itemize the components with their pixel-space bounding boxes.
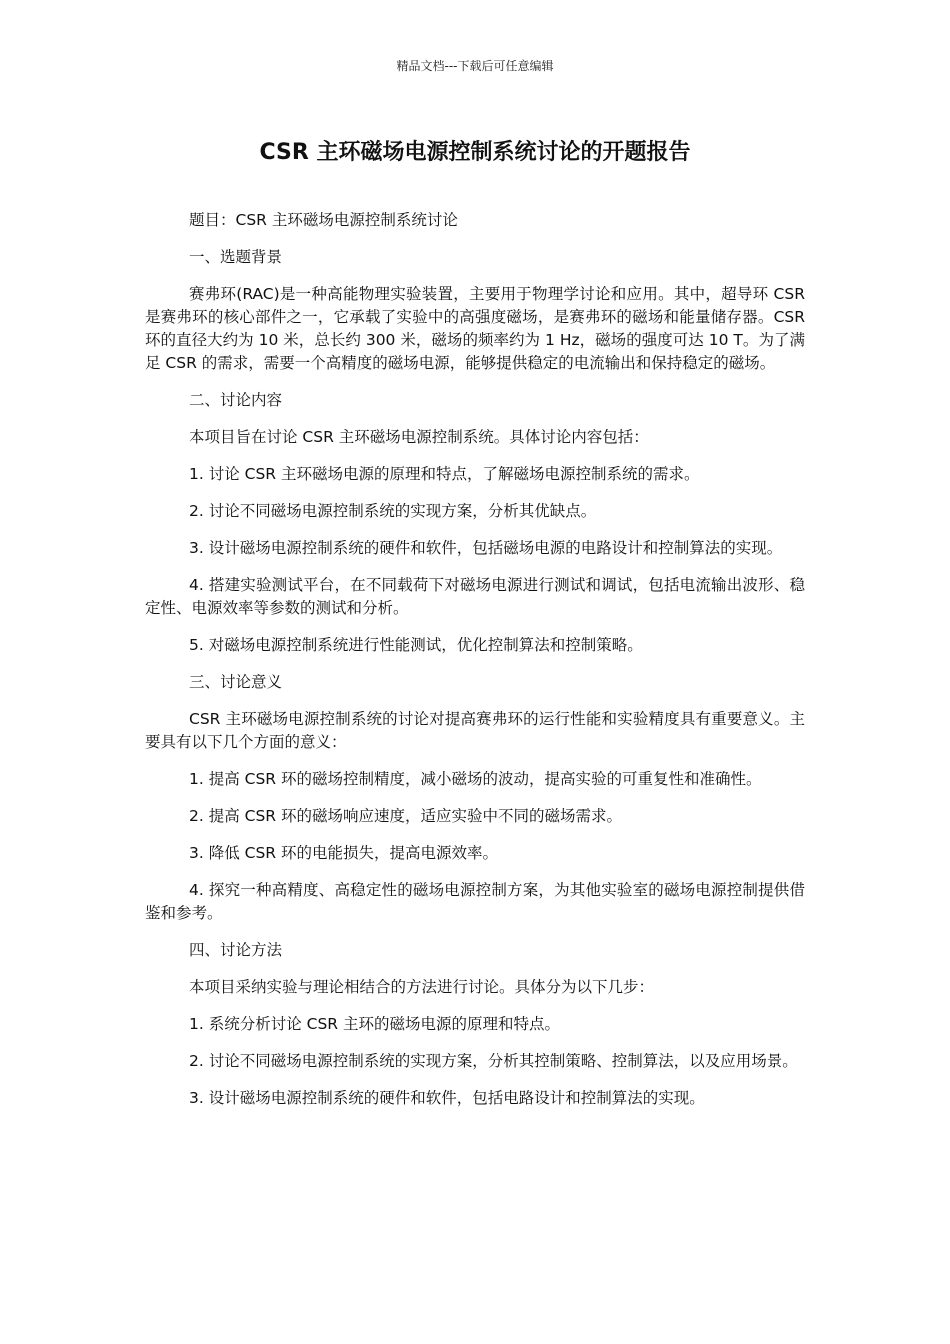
significance-item-4: 4. 探究一种高精度、高稳定性的磁场电源控制方案，为其他实验室的磁场电源控制提供借鉴和参考。 bbox=[145, 881, 805, 922]
method-item-1: 1. 系统分析讨论 CSR 主环的磁场电源的原理和特点。 bbox=[189, 1015, 561, 1033]
section-heading-method: 四、讨论方法 bbox=[189, 941, 283, 959]
content-item-1: 1. 讨论 CSR 主环磁场电源的原理和特点，了解磁场电源控制系统的需求。 bbox=[189, 465, 700, 483]
significance-item-3: 3. 降低 CSR 环的电能损失，提高电源效率。 bbox=[189, 844, 499, 862]
section-heading-significance: 三、讨论意义 bbox=[189, 673, 283, 691]
method-intro: 本项目采纳实验与理论相结合的方法进行讨论。具体分为以下几步： bbox=[189, 978, 655, 996]
method-item-3: 3. 设计磁场电源控制系统的硬件和软件，包括电路设计和控制算法的实现。 bbox=[189, 1089, 705, 1107]
significance-item-1: 1. 提高 CSR 环的磁场控制精度，减小磁场的波动，提高实验的可重复性和准确性。 bbox=[189, 770, 762, 788]
background-paragraph: 赛弗环(RAC)是一种高能物理实验装置，主要用于物理学讨论和应用。其中，超导环 CSR 是赛弗环的核心部件之一，它承载了实验中的高强度磁场，是赛弗环的磁场和能量储存器。CSR 环的直径大约为 10 米，总长约 300 米，磁场的频率约为 1 Hz，磁场的强度可达 10 T。为了满足 CSR 的需求，需要一个高精度的磁场电源，能够提供稳定的电流输出和保持稳定的磁场。 bbox=[145, 285, 805, 372]
header-note: 精品文档---下载后可任意编辑 bbox=[396, 59, 554, 73]
content-item-4: 4. 搭建实验测试平台，在不同载荷下对磁场电源进行测试和调试，包括电流输出波形、稳定性、电源效率等参数的测试和分析。 bbox=[145, 576, 805, 617]
content-item-5: 5. 对磁场电源控制系统进行性能测试，优化控制算法和控制策略。 bbox=[189, 636, 643, 654]
document-title: CSR 主环磁场电源控制系统讨论的开题报告 bbox=[259, 140, 691, 165]
significance-item-2: 2. 提高 CSR 环的磁场响应速度，适应实验中不同的磁场需求。 bbox=[189, 807, 623, 825]
content-item-2: 2. 讨论不同磁场电源控制系统的实现方案，分析其优缺点。 bbox=[189, 502, 597, 520]
topic-line: 题目：CSR 主环磁场电源控制系统讨论 bbox=[189, 211, 458, 229]
content-intro: 本项目旨在讨论 CSR 主环磁场电源控制系统。具体讨论内容包括： bbox=[189, 428, 649, 446]
significance-intro: CSR 主环磁场电源控制系统的讨论对提高赛弗环的运行性能和实验精度具有重要意义。主要具有以下几个方面的意义： bbox=[145, 710, 805, 751]
method-item-2: 2. 讨论不同磁场电源控制系统的实现方案，分析其控制策略、控制算法，以及应用场景。 bbox=[189, 1052, 798, 1070]
section-heading-content: 二、讨论内容 bbox=[189, 391, 283, 409]
document-body bbox=[145, 209, 805, 1124]
content-item-3: 3. 设计磁场电源控制系统的硬件和软件，包括磁场电源的电路设计和控制算法的实现。 bbox=[189, 539, 783, 557]
section-heading-background: 一、选题背景 bbox=[189, 248, 283, 266]
